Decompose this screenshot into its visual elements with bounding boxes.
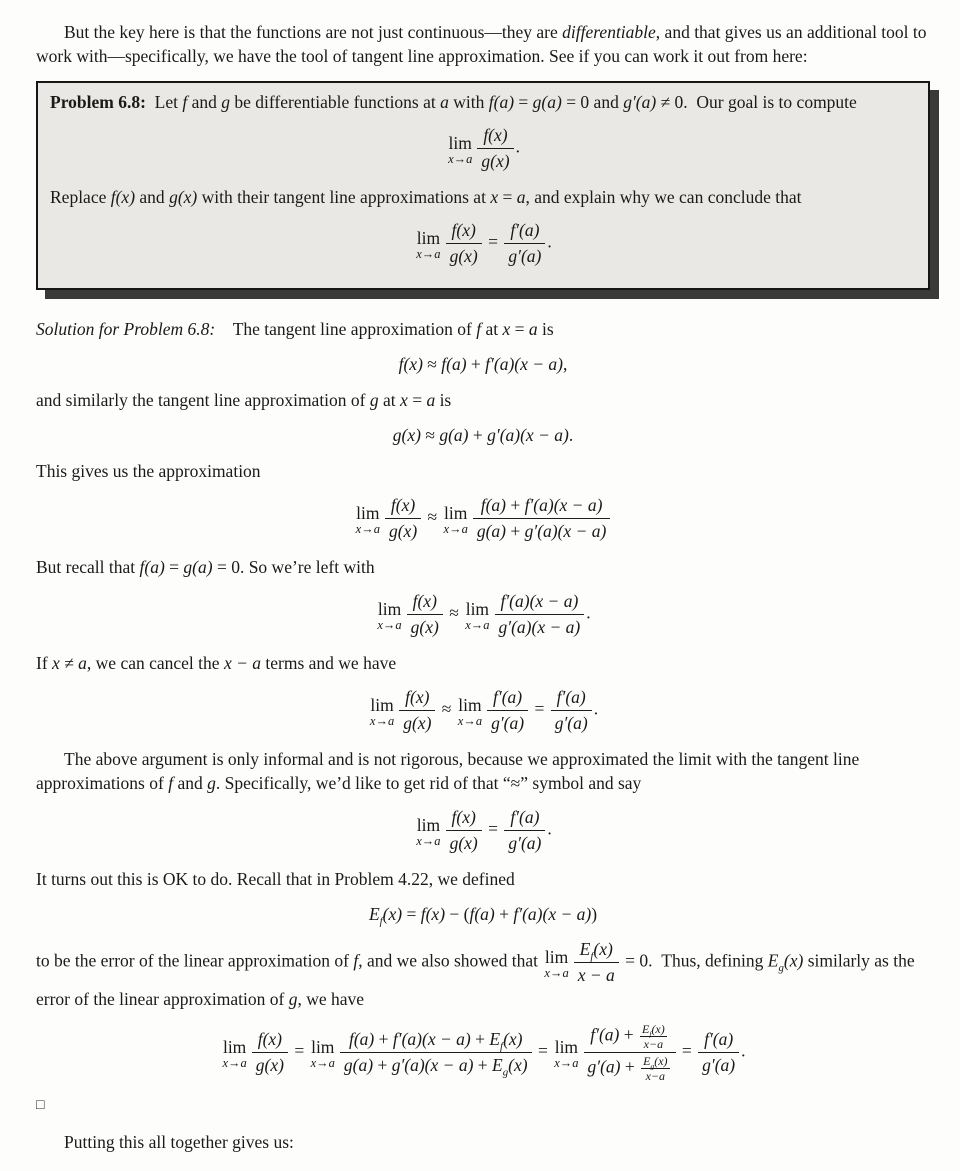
math-italic-run: a <box>516 187 526 207</box>
math-italic-run: g′(a)(x − a) <box>487 425 569 445</box>
limit-operator: lim x→a <box>443 502 468 536</box>
math-italic-run: g(x) <box>255 1055 284 1075</box>
math-italic-run: g(a) <box>439 425 469 445</box>
math-italic-run: x <box>490 187 499 207</box>
tangent-g-equation <box>36 423 930 447</box>
text-run: ≈ <box>444 602 464 623</box>
math-italic-run: g(x) <box>449 833 478 853</box>
text-run: + <box>468 425 488 445</box>
text-run: and similarly the tangent line approximation of <box>36 390 370 410</box>
math-italic-run: f′(a)(x − a) <box>485 354 563 374</box>
text-run: = <box>514 92 533 112</box>
math-italic-run: f <box>353 950 359 971</box>
text-run: ) <box>591 904 598 924</box>
fraction <box>340 1028 532 1077</box>
text-run: + <box>373 1055 392 1075</box>
text-run: Putting this all together gives us: <box>64 1132 294 1152</box>
math-italic-run: g(x) <box>410 617 439 637</box>
math-italic-run: g′(a) <box>587 1056 621 1077</box>
informal-paragraph <box>36 747 930 795</box>
subscript: f <box>590 950 594 963</box>
math-italic-run: x−a <box>645 1069 666 1083</box>
fraction <box>477 124 513 173</box>
text-run: = 0. Thus, defining <box>620 950 768 971</box>
math-italic-run: (x) <box>651 1022 665 1036</box>
math-italic-run: f <box>182 92 188 112</box>
math-italic-run: a <box>78 653 87 673</box>
math-italic-run: f(x) <box>405 687 430 707</box>
text-run: + <box>374 1029 393 1049</box>
math-italic-run: f(a) <box>139 557 165 577</box>
math-italic-run: f′(a) <box>493 687 523 707</box>
limit-operator: lim x→a <box>465 598 490 632</box>
text-run: If <box>36 653 53 673</box>
math-italic-run: (x) <box>508 1055 528 1075</box>
fraction <box>399 686 435 735</box>
limit-operator: lim x→a <box>222 1036 247 1070</box>
math-italic-run: f(a) <box>480 495 506 515</box>
text-run: ≈ <box>422 354 442 374</box>
problem-goal-equation <box>50 124 916 173</box>
math-italic-run: g(x) <box>481 151 510 171</box>
text-run: . <box>568 425 574 445</box>
math-italic-run: differentiable <box>562 22 656 42</box>
text-run: = <box>483 231 503 252</box>
math-italic-run: Solution for Problem 6.8: <box>36 319 216 339</box>
math-italic-run: f′(a)(x − a) <box>500 591 579 611</box>
limit-operator: lim x→a <box>416 227 441 261</box>
fraction <box>640 1022 667 1051</box>
text-run: = 0 and <box>561 92 624 112</box>
math-italic-run: g <box>369 390 379 410</box>
fraction <box>698 1028 739 1077</box>
final-chain-equation <box>36 1022 930 1083</box>
math-italic-run: f(a) <box>469 904 495 924</box>
text-run: + <box>470 1029 490 1049</box>
math-italic-run: g(x) <box>392 425 421 445</box>
fraction <box>504 806 545 855</box>
text-run: = <box>164 557 184 577</box>
math-italic-run: f <box>168 773 174 793</box>
text-run: The above argument is only informal and is not rigorous, because we approximated the limit with the tangent line approximations of <box>36 749 860 793</box>
math-italic-run: f′(a) <box>590 1024 620 1045</box>
text-run: ≠ 0. Our goal is to compute <box>656 92 857 112</box>
limit-operator: lim x→a <box>554 1036 579 1070</box>
text-run: = 0. So we’re left with <box>212 557 375 577</box>
text-run: . <box>586 602 591 623</box>
math-italic-run: f(x) <box>390 495 416 515</box>
intro-paragraph <box>36 20 930 68</box>
ok-paragraph <box>36 867 930 891</box>
text-run: to be the error of the linear approximation of <box>36 950 354 971</box>
text-run: . <box>515 136 520 157</box>
fraction <box>446 806 482 855</box>
math-italic-run: a <box>426 390 436 410</box>
text-run: = <box>510 319 529 339</box>
after-recall-equation <box>36 590 930 639</box>
text-run: ≈ <box>423 506 442 527</box>
math-italic-run: f′(a) <box>510 807 540 827</box>
math-italic-run: f(x) <box>398 354 423 374</box>
math-italic-run: f(x) <box>451 220 476 240</box>
math-italic-run: f(x) <box>412 591 437 611</box>
text-run: , and that gives us an additional tool to work with—specifically, we have the tool of tangent line approximation. See if you can work it out from here: <box>36 22 927 66</box>
math-italic-run: g(x) <box>449 246 478 266</box>
text-run: and <box>135 187 170 207</box>
math-italic-run: f′(a)(x − a) <box>524 495 603 515</box>
text-run: . <box>593 698 599 719</box>
text-run: is <box>537 319 554 339</box>
math-italic-run: g(a) <box>532 92 562 112</box>
text-run: ≠ <box>59 653 79 673</box>
text-run: . Specifically, we’d like to get rid of that “≈” symbol and say <box>215 773 642 793</box>
subscript: f <box>649 1029 652 1039</box>
text-run: = <box>407 390 427 410</box>
text-run: at <box>378 390 401 410</box>
math-italic-run: f(x) <box>483 125 508 145</box>
fraction <box>495 590 585 639</box>
math-italic-run: f′(a)(x − a) <box>392 1029 471 1049</box>
text-run: , and we also showed that <box>358 950 543 971</box>
text-run: + <box>494 904 514 924</box>
problem-instruction <box>50 185 916 209</box>
math-italic-run: x−a <box>643 1037 664 1051</box>
fraction <box>473 494 611 543</box>
math-italic-run: f′(a) <box>556 687 586 707</box>
limit-operator: lim x→a <box>369 694 395 728</box>
text-run: , we can cancel the <box>86 653 224 673</box>
text-run: It turns out this is OK to do. Recall that in Problem 4.22, we defined <box>36 869 515 889</box>
math-italic-run: E <box>579 939 591 959</box>
subscript: f <box>500 1040 504 1053</box>
text-run: at <box>481 319 503 339</box>
math-italic-run: g′(a)(x − a) <box>524 521 607 541</box>
error-paragraph <box>36 938 930 1011</box>
bold-run: Problem 6.8: <box>50 92 146 112</box>
math-italic-run: (x) <box>503 1029 523 1049</box>
math-italic-run: g(a) <box>343 1055 374 1075</box>
math-italic-run: E <box>642 1022 650 1036</box>
limit-approximation-equation <box>36 494 930 543</box>
fraction <box>551 686 592 735</box>
math-italic-run: g(x) <box>388 521 418 541</box>
fraction <box>385 494 421 543</box>
text-run: . <box>547 818 552 839</box>
limit-operator: lim x→a <box>377 598 402 632</box>
text-run: = <box>533 1040 553 1061</box>
subscript: g <box>502 1066 509 1079</box>
text-run: This gives us the approximation <box>36 461 261 481</box>
closing-paragraph <box>36 1130 930 1154</box>
tangent-f-equation <box>36 352 930 376</box>
text-run: Replace <box>50 187 111 207</box>
text-run: − ( <box>445 904 470 924</box>
math-italic-run: f(a) <box>441 354 467 374</box>
limit-operator: lim x→a <box>544 946 569 980</box>
text-run: with <box>448 92 489 112</box>
problem-statement <box>50 90 916 114</box>
text-run: But the key here is that the functions are not just continuous—they are <box>64 22 563 42</box>
math-italic-run: g′(a) <box>491 713 525 733</box>
math-italic-run: (x) <box>654 1054 668 1068</box>
desired-equation <box>36 806 930 855</box>
math-italic-run: g(a) <box>183 557 213 577</box>
text-run: = <box>677 1040 697 1061</box>
text-run: = <box>402 904 421 924</box>
error-definition-equation <box>36 902 930 926</box>
math-italic-run: g(x) <box>169 187 198 207</box>
text-run: is <box>435 390 452 410</box>
text-run: = <box>498 187 517 207</box>
problem-conclusion-equation <box>50 219 916 268</box>
limit-operator: lim x→a <box>457 694 483 728</box>
limit-operator: lim x→a <box>355 502 380 536</box>
math-italic-run: x <box>52 653 60 673</box>
math-italic-run: f(a) <box>488 92 515 112</box>
text-run: similarly as the error of the linear approximation of <box>36 950 915 1009</box>
text-run: . <box>741 1040 746 1061</box>
text-run: be differentiable functions at <box>230 92 441 112</box>
math-italic-run: g′(a)(x − a) <box>498 617 581 637</box>
text-run: ≈ <box>437 698 456 719</box>
text-run: , <box>563 354 568 374</box>
fraction <box>407 590 443 639</box>
text-run: + <box>473 1055 493 1075</box>
math-italic-run: f(x) <box>110 187 136 207</box>
text-run: , we have <box>297 989 365 1009</box>
math-italic-run: a <box>528 319 538 339</box>
gives-approximation-paragraph <box>36 459 930 483</box>
text-run: + <box>620 1056 640 1077</box>
subscript: g <box>650 1061 655 1071</box>
math-italic-run: f(a) <box>348 1029 375 1049</box>
fraction <box>446 219 482 268</box>
cancel-paragraph <box>36 651 930 675</box>
subscript: g <box>778 962 784 975</box>
math-italic-run: (x) <box>382 904 403 924</box>
math-italic-run: x − a <box>223 653 262 673</box>
math-italic-run: g′(a)(x − a) <box>391 1055 474 1075</box>
text-run: ≈ <box>420 425 440 445</box>
math-italic-run: f′(a)(x − a) <box>513 904 592 924</box>
text-run: and <box>187 92 222 112</box>
text-run: Let <box>145 92 183 112</box>
text-run: + <box>505 521 525 541</box>
math-italic-run: x <box>400 390 408 410</box>
math-italic-run: E <box>368 904 380 924</box>
math-italic-run: g′(a) <box>554 713 588 733</box>
text-run: = <box>483 818 503 839</box>
math-italic-run: g′(a) <box>508 246 542 266</box>
text-run: + <box>466 354 486 374</box>
similar-g-paragraph <box>36 388 930 412</box>
text-run: = <box>289 1040 309 1061</box>
text-run: , and explain why we can conclude that <box>525 187 802 207</box>
math-italic-run: f′(a) <box>704 1029 734 1049</box>
text-run: with their tangent line approximations at <box>197 187 491 207</box>
fraction <box>504 219 545 268</box>
fraction <box>487 686 528 735</box>
problem-box <box>36 81 930 290</box>
fraction <box>574 938 619 987</box>
math-italic-run: g(a) <box>476 521 506 541</box>
text-run: and <box>173 773 208 793</box>
fraction <box>584 1022 676 1083</box>
text-run: + <box>505 495 525 515</box>
math-italic-run: a <box>440 92 449 112</box>
math-italic-run: f(x) <box>451 807 476 827</box>
math-italic-run: f <box>476 319 482 339</box>
text-run: The tangent line approximation of <box>215 319 477 339</box>
subscript: f <box>379 915 383 928</box>
limit-operator: lim x→a <box>448 132 473 166</box>
text-run: . <box>547 231 552 252</box>
math-italic-run: g′(a) <box>702 1055 736 1075</box>
text-run: But recall that <box>36 557 140 577</box>
math-italic-run: E <box>489 1029 501 1049</box>
math-italic-run: E <box>492 1055 503 1075</box>
text-run: + <box>619 1024 639 1045</box>
qed-square: □ <box>36 1098 45 1113</box>
recall-paragraph <box>36 555 930 579</box>
limit-operator: lim x→a <box>310 1036 335 1070</box>
math-italic-run: (x) <box>783 950 804 971</box>
math-italic-run: x − a <box>577 965 615 985</box>
math-italic-run: E <box>767 950 779 971</box>
math-italic-run: f(x) <box>257 1029 283 1049</box>
math-italic-run: g <box>288 989 298 1009</box>
math-italic-run: x <box>502 319 511 339</box>
math-italic-run: g′(a) <box>623 92 657 112</box>
math-italic-run: E <box>643 1054 651 1068</box>
math-italic-run: f(x) <box>420 904 446 924</box>
math-italic-run: (x) <box>593 939 613 959</box>
solution-lead-paragraph <box>36 317 930 341</box>
math-italic-run: f′(a) <box>510 220 540 240</box>
text-run: terms and we have <box>261 653 397 673</box>
math-italic-run: g <box>207 773 216 793</box>
math-italic-run: g <box>221 92 231 112</box>
cancelled-equation <box>36 686 930 735</box>
math-italic-run: g′(a) <box>508 833 542 853</box>
text-run: = <box>530 698 549 719</box>
limit-operator: lim x→a <box>416 814 441 848</box>
fraction <box>641 1054 669 1083</box>
fraction <box>252 1028 288 1077</box>
math-italic-run: g(x) <box>403 713 432 733</box>
